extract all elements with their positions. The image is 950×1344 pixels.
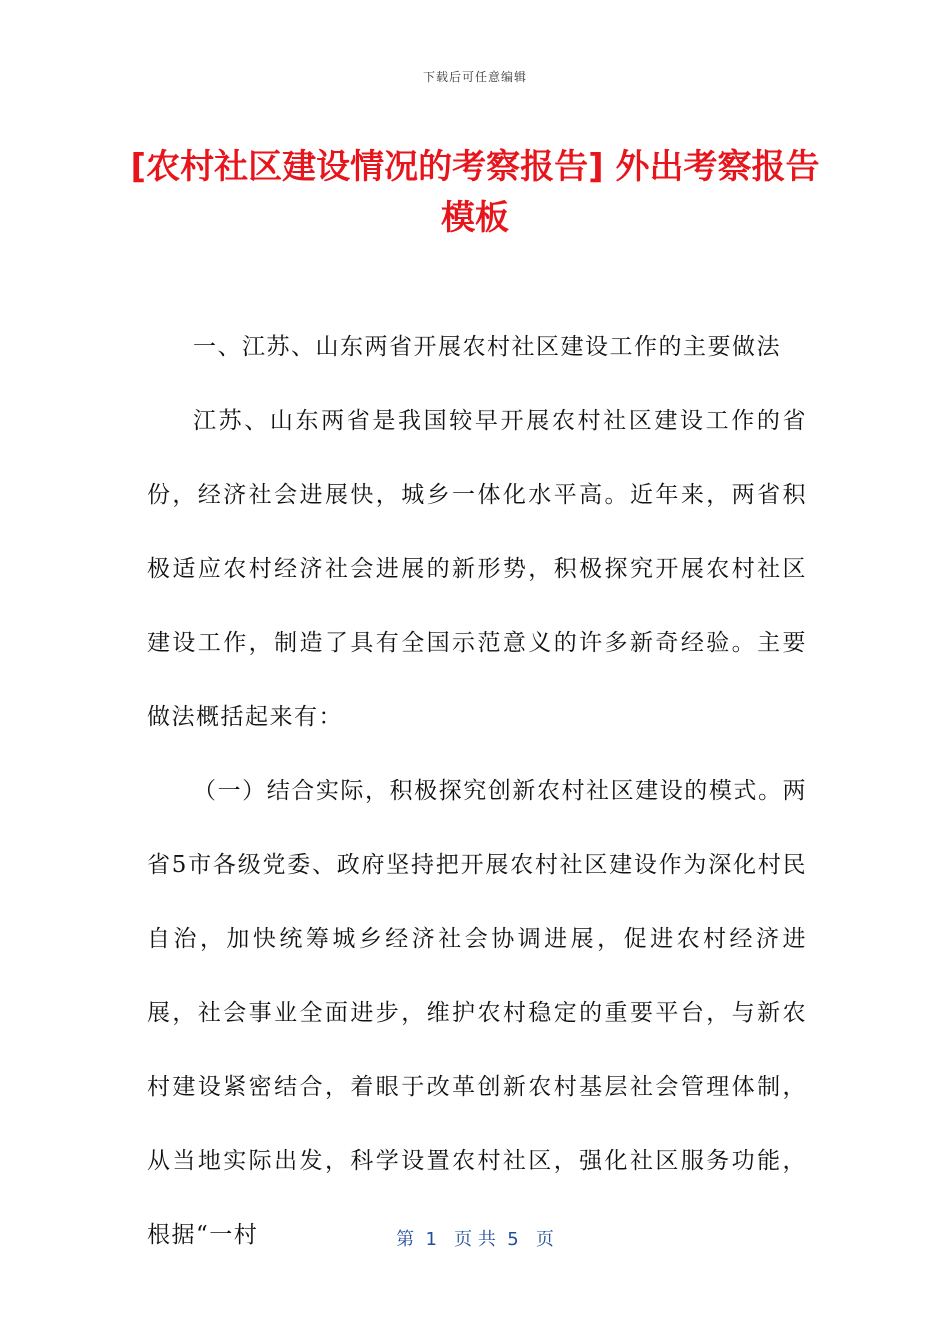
body-paragraph: （一）结合实际，积极探究创新农村社区建设的模式。两省5市各级党委、政府坚持把开展农村社区建设作为深化村民自治，加快统筹城乡经济社会协调进展，促进农村经济进展，社会事业全面进步，维护农村稳定的重要平台，与新农村建设紧密结合，着眼于改革创新农村基层社会管理体制，从当地实际出发，科学设置农村社区，强化社区服务功能，根据“一村 xyxy=(147,778,807,1248)
document-title: [农村社区建设情况的考察报告] 外出考察报告模板 xyxy=(130,147,820,238)
body-paragraph: 江苏、山东两省是我国较早开展农村社区建设工作的省份，经济社会进展快，城乡一体化水平高。近年来，两省积极适应农村经济社会进展的新形势，积极探究开展农村社区建设工作，制造了具有全国示范意义的许多新奇经验。主要做法概括起来有： xyxy=(147,408,807,730)
document-body xyxy=(147,310,807,1272)
header-note: 下载后可任意编辑 xyxy=(422,70,527,84)
section-heading: 一、江苏、山东两省开展农村社区建设工作的主要做法 xyxy=(193,334,781,360)
page-footer: 第 1 页 共 5 页 xyxy=(396,1229,554,1250)
